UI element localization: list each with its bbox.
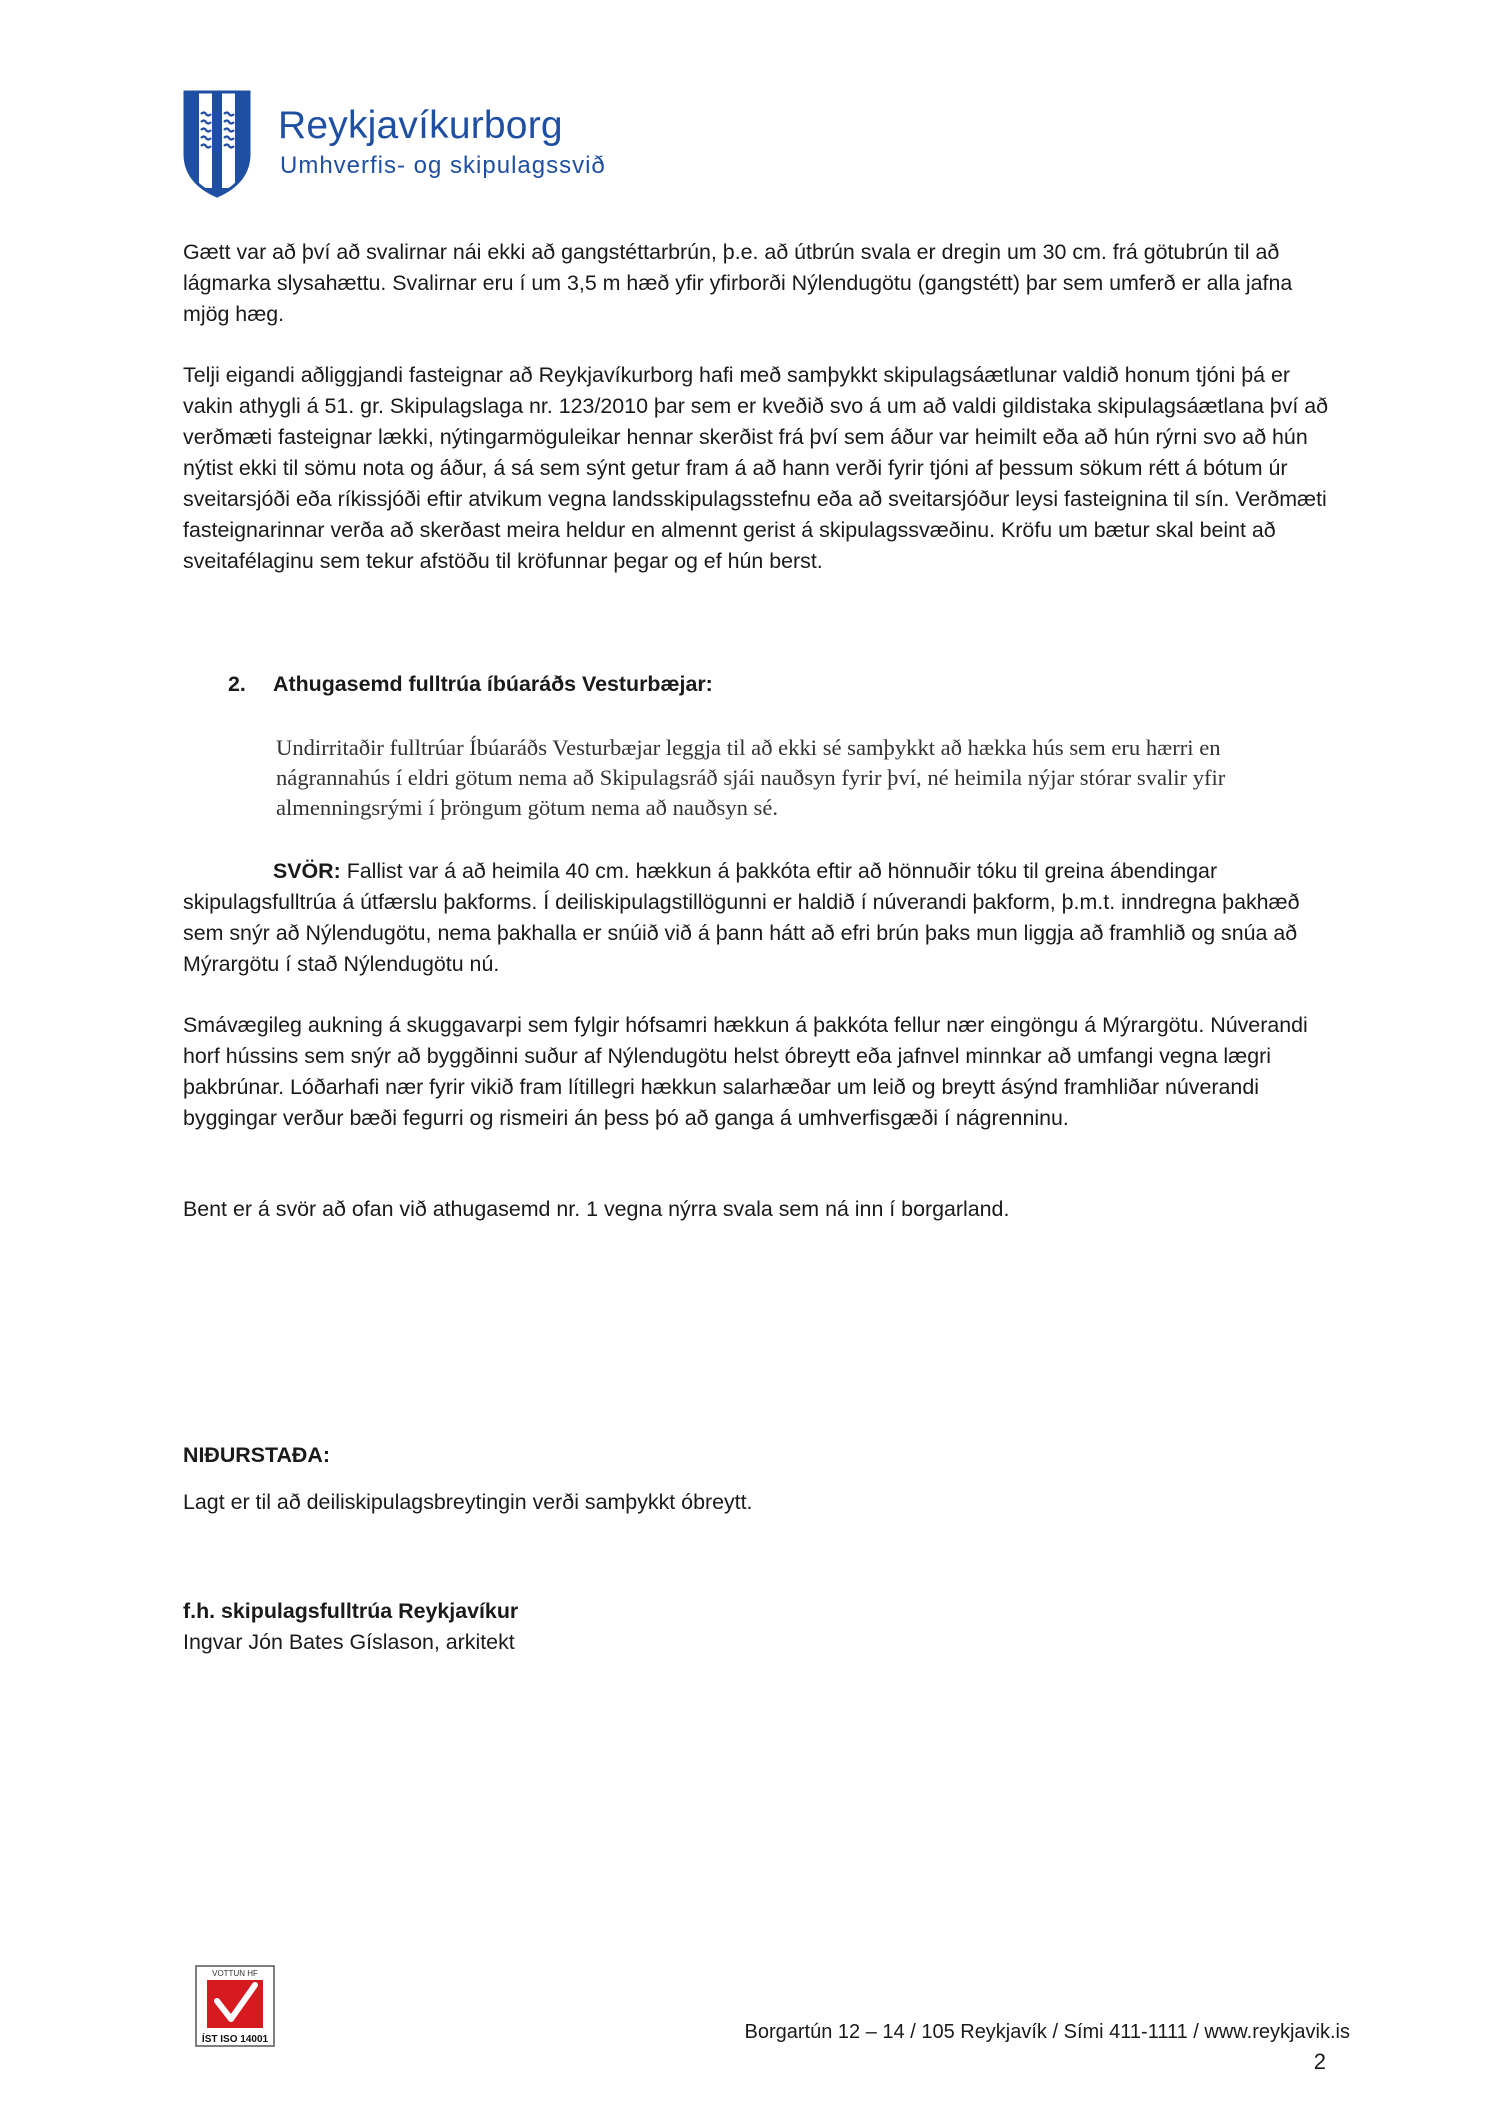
reykjavik-crest-logo <box>183 90 251 198</box>
conclusion-text: Lagt er til að deiliskipulagsbreytingin verði samþykkt óbreytt. <box>183 1490 753 1514</box>
paragraph-balcony-safety: Gætt var að því að svalirnar nái ekki að gangstéttarbrún, þ.e. að útbrún svala er dregin um 30 cm. frá götubrún til að lágmarka slysahættu. Svalirnar eru í um 3,5 m hæð yfir yfirborði Nýlendugötu (gangstétt) þar sem umferð er alla jafna mjög hæg. <box>183 240 1293 326</box>
list-number: 2. <box>228 672 246 696</box>
conclusion-heading: NIÐURSTAÐA: <box>183 1443 330 1467</box>
answer-label: SVÖR: <box>273 859 341 883</box>
iso-top-label: VOTTUN HF <box>212 1969 258 1978</box>
answer-text: Fallist var á að heimila 40 cm. hækkun á þakkóta eftir að hönnuðir tóku til greina ábendingar skipulagsfulltrúa á útfærslu þakforms. Í deiliskipulagstillögunni er haldið í núverandi þakform, þ.m.t. inndregna þakhæð sem snýr að Nýlendugötu, nema þakhalla er snúið við á þann hátt að efri brún þaks mun liggja að framhlið og snúa að Mýrargötu í stað Nýlendugötu nú. <box>183 859 1300 976</box>
page-number: 2 <box>1313 2049 1326 2074</box>
paragraph-compensation: Telji eigandi aðliggjandi fasteignar að Reykjavíkurborg hafi með samþykkt skipulagsáætlunar valdið honum tjóni þá er vakin athygli á 51. gr. Skipulagslaga nr. 123/2010 þar sem er kveðið svo á um að valdi gildistaka skipulagsáætlana því að verðmæti fasteignar lækki, nýtingarmöguleikar hennar skerðist frá því sem áður var heimilt eða að hún rýrni svo að hún nýtist ekki til sömu nota og áður, á sá sem sýnt getur fram á að hann verði fyrir tjóni af þessum sökum rétt á bótum úr sveitarsjóði eða ríkissjóði eftir atvikum vegna landsskipulagsstefnu eða að sveitarsjóður leysi fasteignina til sín. Verðmæti fasteignarinnar verða að skerðast meira heldur en almennt gerist á skipulagssvæðinu. Kröfu um bætur skal beint að sveitafélaginu sem tekur afstöðu til kröfunnar þegar og ef hún berst. <box>183 363 1329 573</box>
comment-heading: Athugasemd fulltrúa íbúaráðs Vesturbæjar: <box>273 672 713 696</box>
paragraph-shadow: Smávægileg aukning á skuggavarpi sem fylgir hófsamri hækkun á þakkóta fellur nær eingöngu á Mýrargötu. Núverandi horf hússins sem snýr að byggðinni suður af Nýlendugötu helst óbreytt eða jafnvel minnkar að umfangi vegna lægri þakbrúnar. Lóðarhafi nær fyrir vikið fram lítillegri hækkun salarhæðar um leið og breytt ásýnd framhliðar núverandi byggingar verður bæði fegurri og rismeiri án þess þó að ganga á umhverfisgæði í nágrenninu. <box>183 1013 1308 1130</box>
footer-address: Borgartún 12 – 14 / 105 Reykjavík / Sími 411-1111 / www.reykjavik.is <box>744 2021 1350 2043</box>
signature-title: f.h. skipulagsfulltrúa Reykjavíkur <box>183 1599 519 1623</box>
iso-bottom-label: ÍST ISO 14001 <box>201 2034 269 2045</box>
iso-certification-logo <box>195 1965 275 2047</box>
signature-name: Ingvar Jón Bates Gíslason, arkitekt <box>183 1630 515 1654</box>
answer-paragraph <box>183 856 1333 980</box>
department-name: Umhverfis- og skipulagssvið <box>280 152 606 179</box>
paragraph-reference: Bent er á svör að ofan við athugasemd nr. 1 vegna nýrra svala sem ná inn í borgarland. <box>183 1197 1010 1221</box>
org-name: Reykjavíkurborg <box>278 104 563 147</box>
comment-quote: Undirritaðir fulltrúar Íbúaráðs Vesturbæjar leggja til að ekki sé samþykkt að hækka hús sem eru hærri en nágrannahús í eldri götum nema að Skipulagsráð sjái nauðsyn fyrir því, né heimila nýjar stórar svalir yfir almenningsrými í þröngum götum nema að nauðsyn sé. <box>276 735 1226 820</box>
